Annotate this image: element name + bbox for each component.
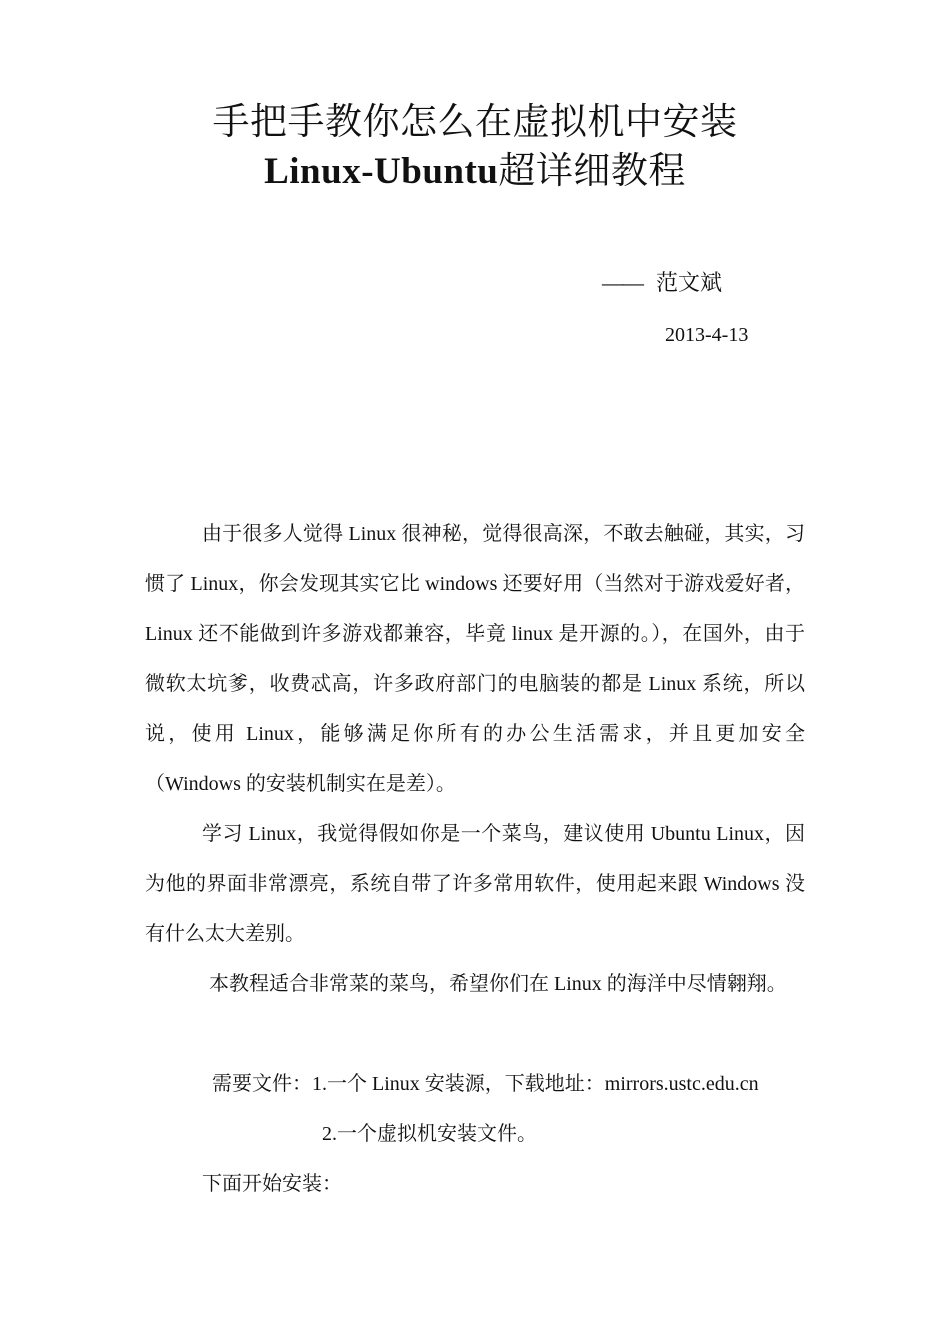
required-files-item-1: 需要文件：1.一个 Linux 安装源，下载地址：mirrors.ustc.edu.cn — [212, 1073, 759, 1095]
paragraph-start-install: 下面开始安装： — [202, 1173, 342, 1195]
title-latin-part: Linux-Ubuntu — [264, 151, 499, 192]
title-cjk-part: 超详细教程 — [498, 151, 686, 192]
document-title-line-1: 手把手教你怎么在虚拟机中安装 — [212, 102, 738, 143]
required-files-item-2: 2.一个虚拟机安装文件。 — [322, 1123, 537, 1145]
author-line — [602, 268, 722, 298]
author-name: 范文斌 — [656, 270, 723, 295]
paragraph-audience: 本教程适合非常菜的菜鸟，希望你们在 Linux 的海洋中尽情翱翔。 — [209, 973, 787, 995]
paragraph-ubuntu-recommendation: 学习 Linux，我觉得假如你是一个菜鸟，建议使用 Ubuntu Linux，因为他的界面非常漂亮，系统自带了许多常用软件，使用起来跟 Windows 没有什么太大差别。 — [145, 823, 805, 945]
document-title-line-2 — [0, 150, 950, 194]
paragraph-intro: 由于很多人觉得 Linux 很神秘，觉得很高深，不敢去触碰，其实，习惯了 Linux，你会发现其实它比 windows 还要好用（当然对于游戏爱好者，Linux 还不能做到许多游戏都兼容，毕竟 linux 是开源的。），在国外，由于微软太坑爹，收费忒高，许多政府部门的电脑装的都是 Linux 系统，所以说，使用 Linux，能够满足你所有的办公生活需求，并且更加安全（Windows 的安装机制实在是差）。 — [145, 523, 805, 795]
author-dash: —— — [602, 270, 642, 295]
document-date: 2013-4-13 — [665, 324, 749, 346]
